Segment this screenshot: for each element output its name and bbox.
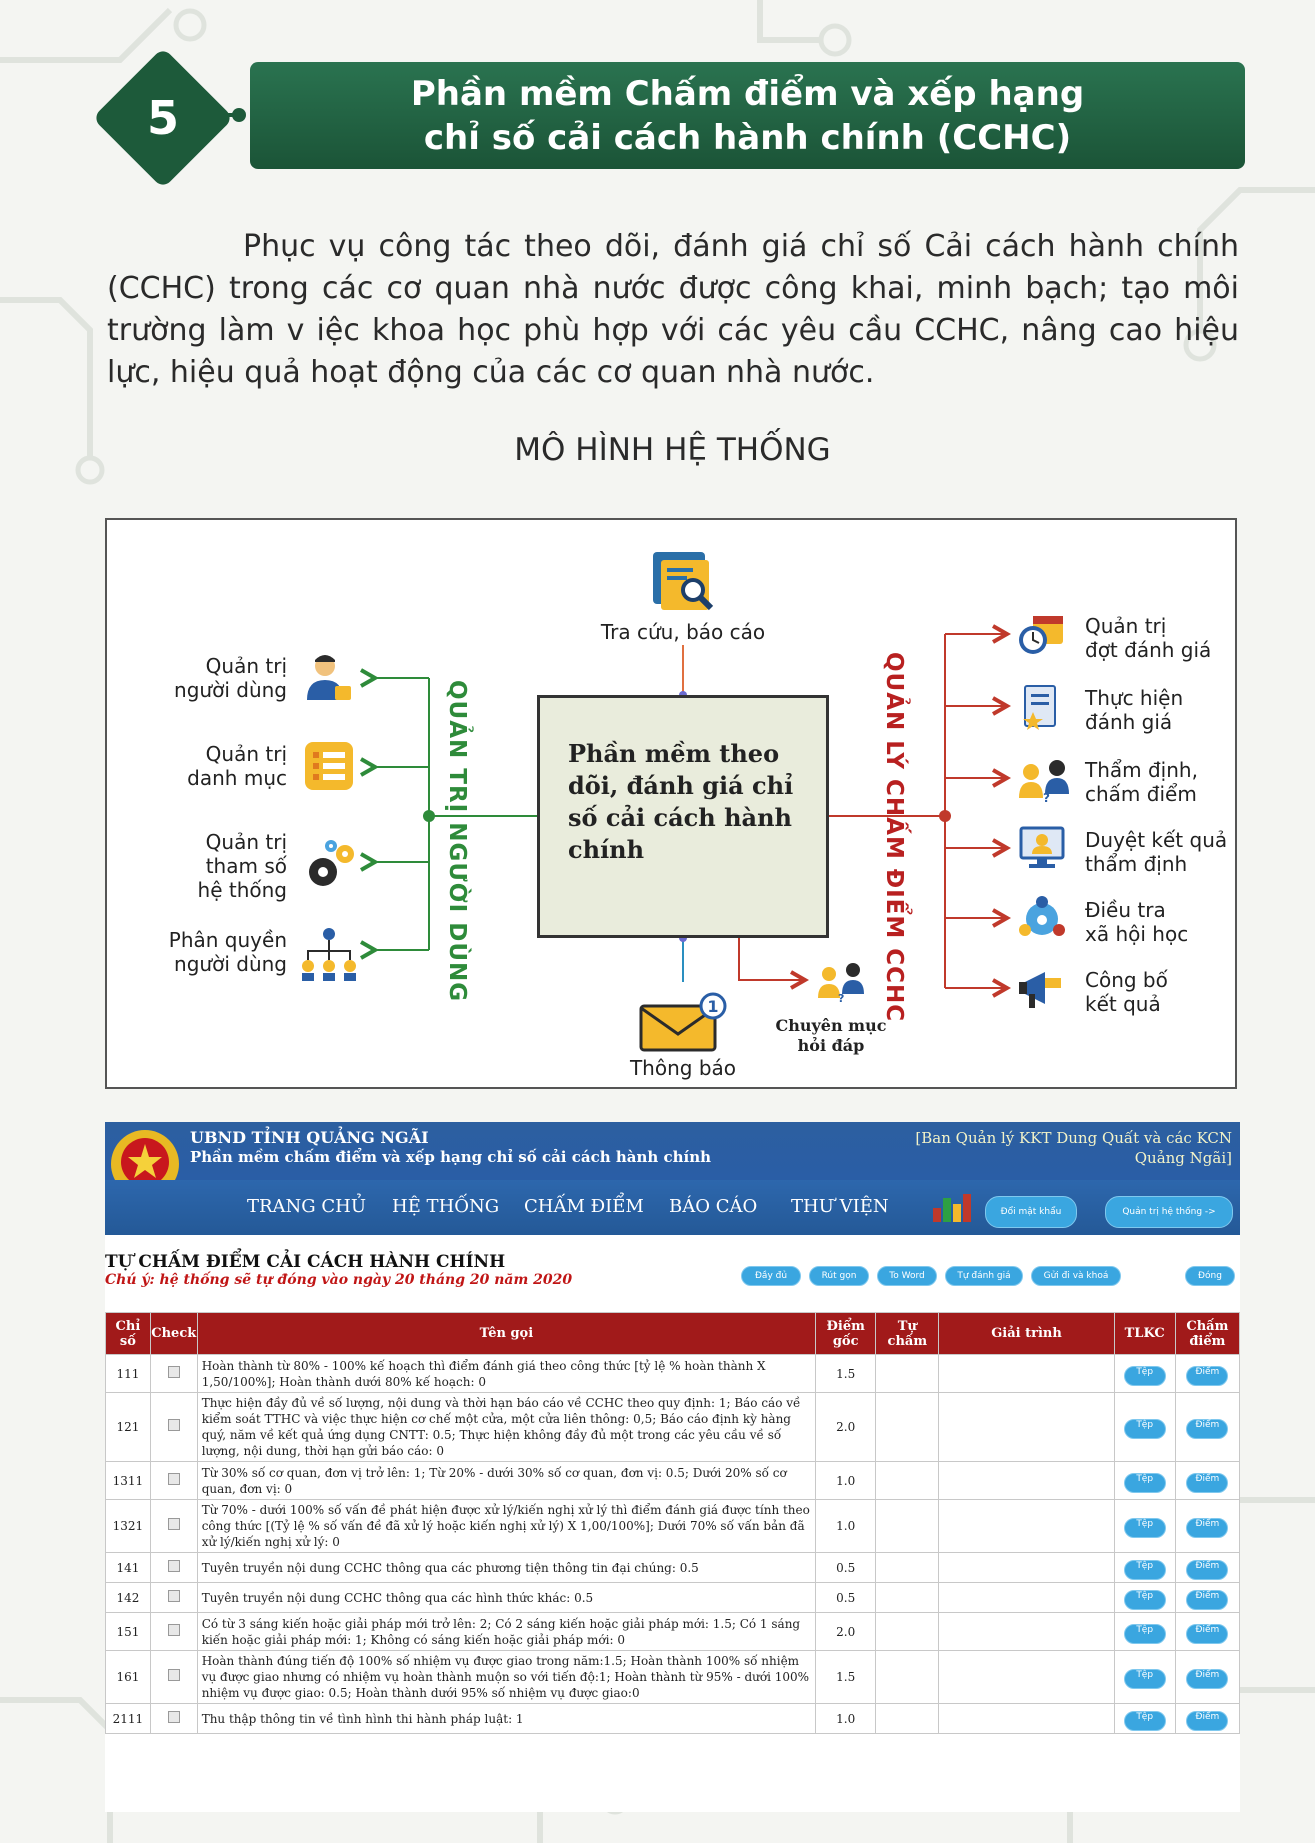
row-base-score: 1.5 (816, 1651, 876, 1704)
row-evidence-cell (1114, 1651, 1175, 1704)
row-evidence-cell (1114, 1500, 1175, 1553)
score-button[interactable]: Điểm (1186, 1518, 1228, 1538)
list-icon (301, 738, 357, 794)
table-body (106, 1355, 1240, 1734)
row-explanation[interactable] (939, 1462, 1114, 1500)
row-score-cell (1175, 1355, 1239, 1393)
row-criterion-name: Thu thập thông tin về tình hình thi hành pháp luật: 1 (197, 1704, 815, 1734)
row-self-score[interactable] (876, 1613, 939, 1651)
close-button[interactable]: Đóng (1185, 1266, 1235, 1286)
user-admin-icon (301, 650, 357, 706)
section-title-bar (250, 62, 1245, 169)
row-self-score[interactable] (876, 1393, 939, 1462)
col-code: Chỉ số (106, 1313, 151, 1355)
right-item-appraisal: Thẩm định, chấm điểm (1085, 758, 1198, 806)
row-score-cell (1175, 1393, 1239, 1462)
row-criterion-name: Tuyên truyền nội dung CCHC thông qua các hình thức khác: 0.5 (197, 1583, 815, 1613)
people-question-icon (1015, 754, 1073, 804)
row-code: 1311 (106, 1462, 151, 1500)
self-evaluate-button[interactable]: Tự đánh giá (945, 1266, 1023, 1286)
file-button[interactable]: Tệp (1124, 1366, 1166, 1386)
left-item-permissions: Phân quyền người dùng (168, 928, 287, 976)
row-self-score[interactable] (876, 1355, 939, 1393)
compact-view-button[interactable]: Rút gọn (809, 1266, 869, 1286)
row-score-cell (1175, 1500, 1239, 1553)
score-button[interactable]: Điểm (1186, 1590, 1228, 1610)
col-score: Chấm điểm (1175, 1313, 1239, 1355)
score-button[interactable]: Điểm (1186, 1711, 1228, 1731)
cchc-app-screenshot (105, 1122, 1240, 1812)
file-button[interactable]: Tệp (1124, 1419, 1166, 1439)
col-evidence: TLKC (1114, 1313, 1175, 1355)
row-checkbox[interactable] (150, 1651, 197, 1704)
table-row (106, 1500, 1240, 1553)
notification-count: 1 (707, 997, 719, 1016)
notification-label: Thông báo (629, 1056, 737, 1080)
section-number: 5 (146, 91, 179, 145)
score-button[interactable]: Điểm (1186, 1419, 1228, 1439)
col-base-score: Điểm gốc (816, 1313, 876, 1355)
col-self-score: Tự chấm (876, 1313, 939, 1355)
nav-library[interactable]: THƯ VIỆN (791, 1196, 889, 1217)
title-line-1: Phần mềm Chấm điểm và xếp hạng (410, 73, 1085, 114)
checkbox[interactable] (168, 1473, 180, 1485)
row-evidence-cell (1114, 1462, 1175, 1500)
row-criterion-name: Hoàn thành từ 80% - 100% kế hoạch thì điểm đánh giá theo công thức [tỷ lệ % hoàn thành X 1,50/100%]; Hoàn thành dưới 80% kế hoạch: 0 (197, 1355, 815, 1393)
app-header (105, 1122, 1240, 1180)
row-code: 151 (106, 1613, 151, 1651)
checkbox[interactable] (168, 1590, 180, 1602)
row-base-score: 2.0 (816, 1393, 876, 1462)
right-item-perform-eval: Thực hiện đánh giá (1085, 686, 1184, 734)
user-admin-vertical-label: QUẢN TRỊ NGƯỜI DÙNG (444, 680, 470, 1003)
app-name: Phần mềm chấm điểm và xếp hạng chỉ số cải cách hành chính (190, 1148, 712, 1166)
row-code: 142 (106, 1583, 151, 1613)
row-checkbox[interactable] (150, 1500, 197, 1553)
table-header-row (106, 1313, 1240, 1355)
row-checkbox[interactable] (150, 1613, 197, 1651)
center-system-box: Phần mềm theo dõi, đánh giá chỉ số cải cách hành chính (537, 695, 829, 938)
row-explanation[interactable] (939, 1553, 1114, 1583)
nav-system[interactable]: HỆ THỐNG (392, 1196, 500, 1217)
checkbox[interactable] (168, 1560, 180, 1572)
row-criterion-name: Tuyên truyền nội dung CCHC thông qua các phương tiện thông tin đại chúng: 0.5 (197, 1553, 815, 1583)
table-row (106, 1704, 1240, 1734)
row-self-score[interactable] (876, 1553, 939, 1583)
col-check: Check (150, 1313, 197, 1355)
table-row (106, 1651, 1240, 1704)
row-criterion-name: Từ 30% số cơ quan, đơn vị trở lên: 1; Từ 20% - dưới 30% số cơ quan, đơn vị: 0.5; Dưới 20% số cơ quan, đơn vị: 0 (197, 1462, 815, 1500)
nav-scoring[interactable]: CHẤM ĐIỂM (524, 1196, 644, 1217)
badge-connector-dot (232, 108, 246, 122)
export-word-button[interactable]: To Word (877, 1266, 937, 1286)
network-people-icon (1015, 894, 1069, 944)
row-explanation[interactable] (939, 1500, 1114, 1553)
row-evidence-cell (1114, 1583, 1175, 1613)
file-button[interactable]: Tệp (1124, 1624, 1166, 1644)
checkbox[interactable] (168, 1366, 180, 1378)
row-score-cell (1175, 1583, 1239, 1613)
file-button[interactable]: Tệp (1124, 1711, 1166, 1731)
row-explanation[interactable] (939, 1613, 1114, 1651)
row-criterion-name: Hoàn thành đúng tiến độ 100% số nhiệm vụ được giao trong năm:1.5; Hoàn thành 100% số nhiệm vụ được giao nhưng có nhiệm vụ hoàn thành muộn so với tiến độ:1; Hoàn thành từ 95% - dưới 100% nhiệm vụ được giao: 0.5; Hoàn thành dưới 95% số nhiệm vụ được giao:0 (197, 1651, 815, 1704)
file-button[interactable]: Tệp (1124, 1669, 1166, 1689)
file-button[interactable]: Tệp (1124, 1590, 1166, 1610)
megaphone-icon (1015, 964, 1069, 1014)
row-base-score: 1.0 (816, 1500, 876, 1553)
row-self-score[interactable] (876, 1462, 939, 1500)
score-button[interactable]: Điểm (1186, 1473, 1228, 1493)
table-row (106, 1462, 1240, 1500)
nav-reports[interactable]: BÁO CÁO (669, 1196, 758, 1217)
row-self-score[interactable] (876, 1583, 939, 1613)
row-self-score[interactable] (876, 1704, 939, 1734)
scoring-table (105, 1312, 1240, 1734)
row-criterion-name: Thực hiện đầy đủ về số lượng, nội dung và thời hạn báo cáo về CCHC theo quy định: 1; Báo cáo về kiểm soát TTHC và việc thực hiện cơ chế một cửa, một cửa liên thông: 0,5; Báo cáo định kỳ hàng quý, năm về kết quả ứng dụng CNTT: 0.5; Thực hiện không đầy đủ một trong các yêu cầu về số lượng, nội dung, thời hạn gửi báo cáo: 0 (197, 1393, 815, 1462)
row-checkbox[interactable] (150, 1355, 197, 1393)
system-admin-button[interactable]: Quản trị hệ thống -> (1105, 1196, 1233, 1228)
table-row (106, 1355, 1240, 1393)
hierarchy-icon (299, 924, 359, 984)
row-explanation[interactable] (939, 1583, 1114, 1613)
row-code: 121 (106, 1393, 151, 1462)
svg-text:?: ? (838, 992, 845, 1004)
row-score-cell (1175, 1704, 1239, 1734)
left-junction-dot (423, 810, 435, 822)
right-item-approve: Duyệt kết quả thẩm định (1085, 828, 1228, 876)
app-unit-name: [Ban Quản lý KKT Dung Quất và các KCN Quảng Ngãi] (915, 1129, 1232, 1167)
file-button[interactable]: Tệp (1124, 1473, 1166, 1493)
change-password-button[interactable]: Đổi mật khẩu (985, 1196, 1077, 1228)
monitor-user-icon (1015, 824, 1069, 874)
left-item-category-admin: Quản trị danh mục (187, 742, 287, 790)
row-base-score: 1.0 (816, 1704, 876, 1734)
score-button[interactable]: Điểm (1186, 1366, 1228, 1386)
row-evidence-cell (1114, 1553, 1175, 1583)
right-item-survey: Điều tra xã hội học (1085, 898, 1189, 946)
col-explanation: Giải trình (939, 1313, 1114, 1355)
row-evidence-cell (1114, 1393, 1175, 1462)
row-checkbox[interactable] (150, 1704, 197, 1734)
checkbox[interactable] (168, 1419, 180, 1431)
left-item-param-admin: Quản trị tham số hệ thống (197, 830, 287, 902)
row-base-score: 0.5 (816, 1553, 876, 1583)
row-score-cell (1175, 1613, 1239, 1651)
right-item-round-admin: Quản trị đợt đánh giá (1085, 614, 1212, 662)
row-checkbox[interactable] (150, 1553, 197, 1583)
row-base-score: 0.5 (816, 1583, 876, 1613)
title-line-2: chỉ số cải cách hành chính (CCHC) (423, 117, 1072, 158)
system-model-title: MÔ HÌNH HỆ THỐNG (514, 432, 831, 468)
send-and-lock-button[interactable]: Gửi đi và khoá (1031, 1266, 1121, 1286)
checkbox[interactable] (168, 1518, 180, 1530)
page-note: Chú ý: hệ thống sẽ tự đóng vào ngày 20 tháng 20 năm 2020 (105, 1272, 573, 1288)
table-row (106, 1393, 1240, 1462)
row-code: 111 (106, 1355, 151, 1393)
score-button[interactable]: Điểm (1186, 1669, 1228, 1689)
row-self-score[interactable] (876, 1500, 939, 1553)
row-evidence-cell (1114, 1704, 1175, 1734)
row-self-score[interactable] (876, 1651, 939, 1704)
file-button[interactable]: Tệp (1124, 1560, 1166, 1580)
col-name: Tên gọi (197, 1313, 815, 1355)
row-base-score: 1.5 (816, 1355, 876, 1393)
faq-label: Chuyên mục hỏi đáp (775, 1016, 887, 1055)
faq-people-icon (813, 960, 871, 1004)
page-heading: TỰ CHẤM ĐIỂM CẢI CÁCH HÀNH CHÍNH (105, 1252, 506, 1272)
row-code: 1321 (106, 1500, 151, 1553)
file-button[interactable]: Tệp (1124, 1518, 1166, 1538)
row-score-cell (1175, 1553, 1239, 1583)
row-code: 141 (106, 1553, 151, 1583)
intro-paragraph: Phục vụ công tác theo dõi, đánh giá chỉ số Cải cách hành chính (CCHC) trong các cơ quan nhà nước được công khai, minh bạch; tạo môi trường làm v iệc khoa học phù hợp với các yêu cầu CCHC, nâng cao hiệu lực, hiệu quả hoạt động của các cơ quan nhà nước. (107, 229, 1239, 390)
gears-icon (301, 834, 361, 894)
table-row (106, 1613, 1240, 1651)
row-code: 161 (106, 1651, 151, 1704)
scoring-admin-vertical-label: QUẢN LÝ CHẤM ĐIỂM CCHC (881, 652, 907, 1023)
row-evidence-cell (1114, 1613, 1175, 1651)
row-checkbox[interactable] (150, 1583, 197, 1613)
row-checkbox[interactable] (150, 1393, 197, 1462)
search-report-label: Tra cứu, báo cáo (600, 620, 766, 644)
right-junction-dot (939, 810, 951, 822)
row-code: 2111 (106, 1704, 151, 1734)
row-base-score: 2.0 (816, 1613, 876, 1651)
row-explanation[interactable] (939, 1651, 1114, 1704)
right-item-publish: Công bố kết quả (1085, 968, 1168, 1016)
score-button[interactable]: Điểm (1186, 1624, 1228, 1644)
checkbox[interactable] (168, 1711, 180, 1723)
row-base-score: 1.0 (816, 1462, 876, 1500)
app-org-name: UBND TỈNH QUẢNG NGÃI (190, 1128, 429, 1147)
row-score-cell (1175, 1462, 1239, 1500)
row-criterion-name: Có từ 3 sáng kiến hoặc giải pháp mới trở lên: 2; Có 2 sáng kiến hoặc giải pháp mới: 1.5; Có 1 sáng kiến hoặc giải pháp mới: 1; Không có sáng kiến hoặc giải pháp mới: 0 (197, 1613, 815, 1651)
row-evidence-cell (1114, 1355, 1175, 1393)
system-model-diagram (105, 518, 1237, 1089)
nav-home[interactable]: TRANG CHỦ (247, 1196, 367, 1217)
checkbox[interactable] (168, 1669, 180, 1681)
row-criterion-name: Từ 70% - dưới 100% số vấn đề phát hiện được xử lý/kiến nghị xử lý thì điểm đánh giá được tính theo công thức [(Tỷ lệ % số vấn đề đã xử lý hoặc kiến nghị xử lý) X 1,00/100%]; Dưới 70% số vấn bản đã xử lý/kiến nghị xử lý: 0 (197, 1500, 815, 1553)
row-explanation[interactable] (939, 1704, 1114, 1734)
left-item-user-admin: Quản trị người dùng (174, 654, 287, 702)
checkbox[interactable] (168, 1624, 180, 1636)
row-score-cell (1175, 1651, 1239, 1704)
table-row (106, 1583, 1240, 1613)
document-star-icon (1015, 682, 1069, 732)
row-explanation[interactable] (939, 1355, 1114, 1393)
score-button[interactable]: Điểm (1186, 1560, 1228, 1580)
bar-chart-icon (931, 1190, 975, 1224)
full-view-button[interactable]: Đầy đủ (741, 1266, 801, 1286)
calendar-clock-icon (1015, 610, 1069, 660)
table-row (106, 1553, 1240, 1583)
svg-text:?: ? (1043, 791, 1050, 804)
search-report-icon (645, 544, 725, 616)
row-explanation[interactable] (939, 1393, 1114, 1462)
row-checkbox[interactable] (150, 1462, 197, 1500)
